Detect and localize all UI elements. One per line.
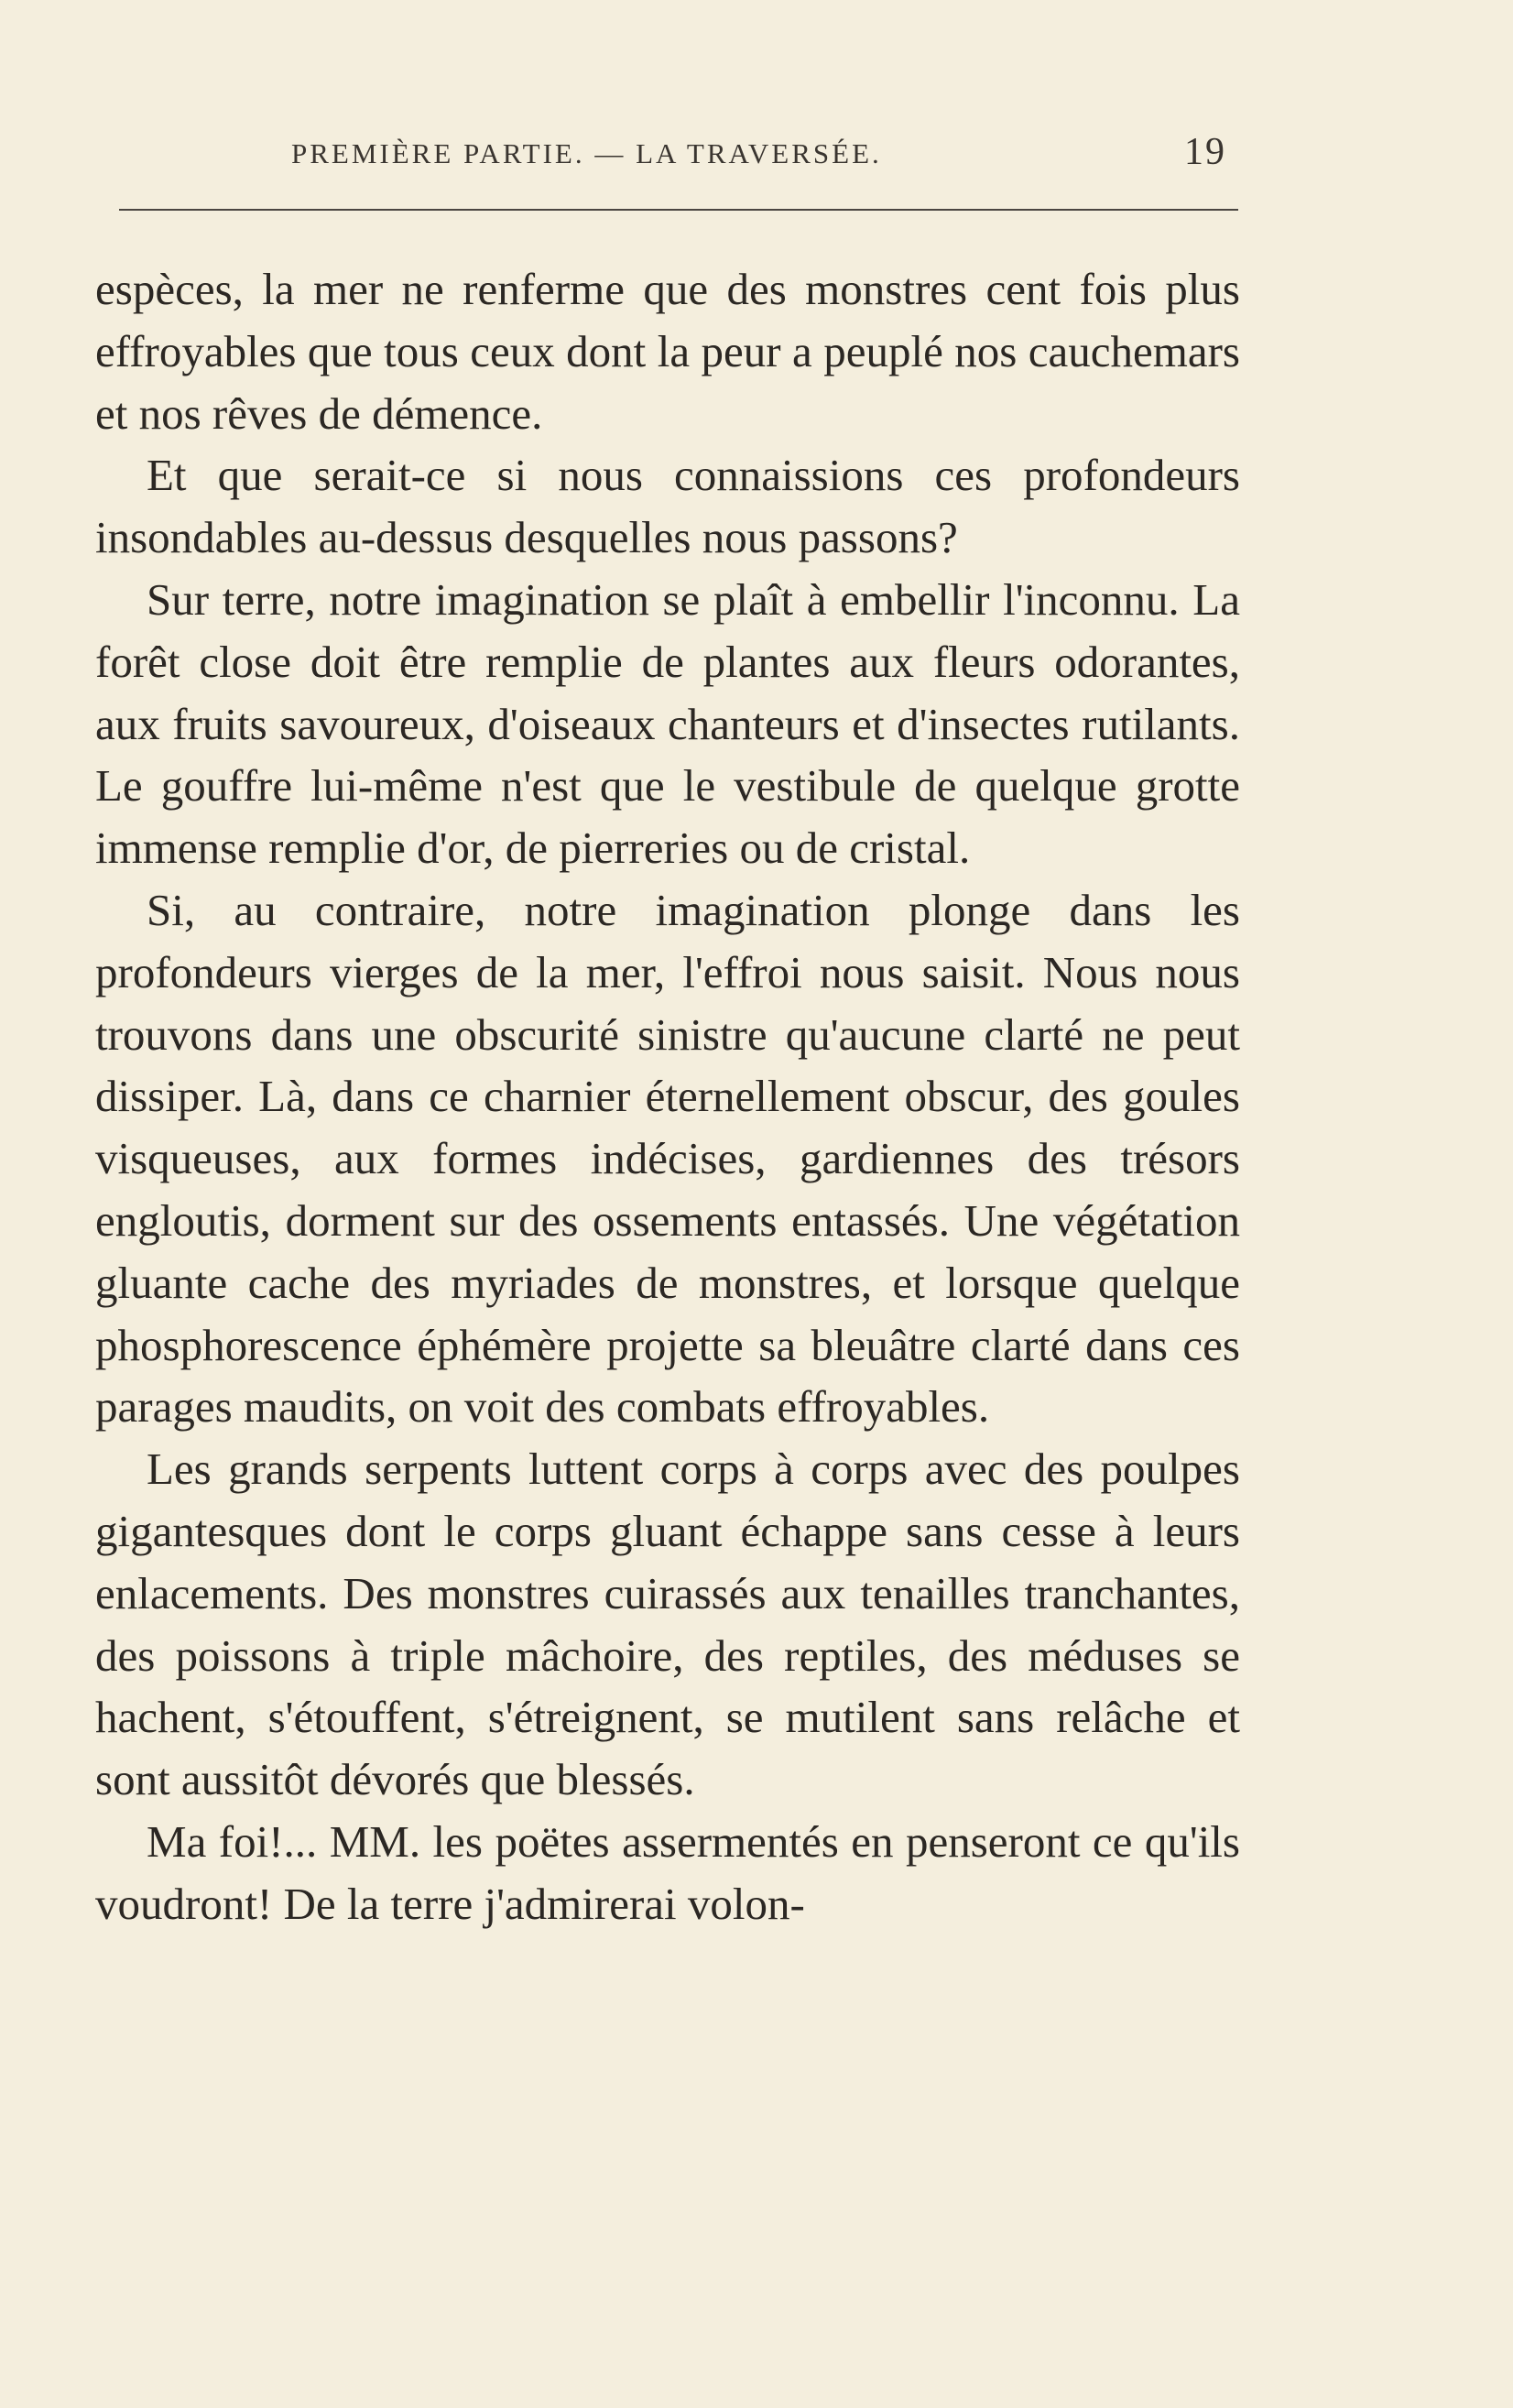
paragraph: Et que serait-ce si nous connaissions ces profondeurs insondables au-dessus desquelles nous passons?	[95, 450, 1240, 563]
paragraph: espèces, la mer ne renferme que des monstres cent fois plus effroyables que tous ceux dont la peur a peuplé nos cauchemars et nos rêves de démence.	[95, 264, 1240, 439]
body-text	[95, 258, 1240, 1935]
running-title: PREMIÈRE PARTIE. — LA TRAVERSÉE.	[291, 137, 882, 169]
running-head	[291, 131, 1262, 173]
paragraph: Ma foi!... MM. les poëtes assermentés en penseront ce qu'ils voudront! De la terre j'admirerai volon-	[95, 1815, 1240, 1929]
paragraph: Sur terre, notre imagination se plaît à embellir l'inconnu. La forêt close doit être remplie de plantes aux fleurs odorantes, aux fruits savoureux, d'oiseaux chanteurs et d'insectes rutilants. Le gouffre lui-même n'est que le vestibule de quelque grotte immense remplie d'or, de pierreries ou de cristal.	[95, 573, 1240, 874]
paragraph: Si, au contraire, notre imagination plonge dans les profondeurs vierges de la mer, l'effroi nous saisit. Nous nous trouvons dans une obscurité sinistre qu'aucune clarté ne peut dissiper. Là, dans ce charnier éternellement obscur, des goules visqueuses, aux formes indécises, gardiennes des trésors engloutis, dorment sur des ossements entassés. Une végétation gluante cache des myriades de monstres, et lorsque quelque phosphorescence éphémère projette sa bleuâtre clarté dans ces parages maudits, on voit des combats effroyables.	[95, 884, 1240, 1433]
paragraph: Les grands serpents luttent corps à corps avec des poulpes gigantesques dont le corps gluant échappe sans cesse à leurs enlacements. Des monstres cuirassés aux tenailles tranchantes, des poissons à triple mâchoire, des reptiles, des méduses se hachent, s'étouffent, s'étreignent, se mutilent sans relâche et sont aussitôt dévorés que blessés.	[95, 1444, 1240, 1805]
page-number: 19	[1184, 131, 1226, 173]
header-rule	[119, 209, 1238, 211]
